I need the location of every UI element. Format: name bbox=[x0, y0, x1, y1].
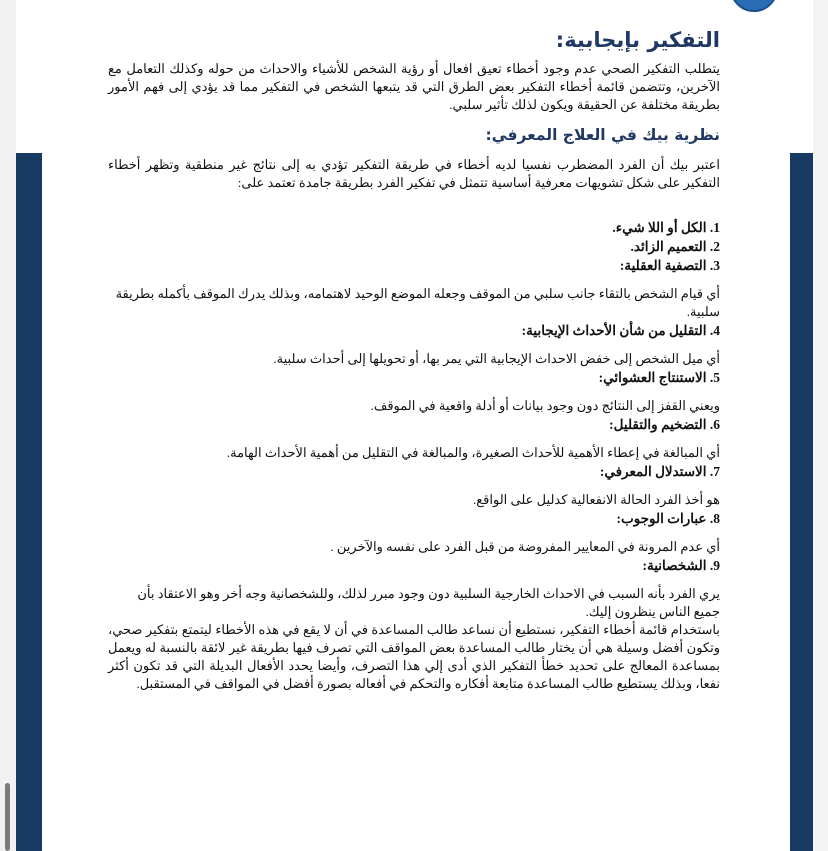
list-item-description: أي عدم المرونة في المعايير المفروضة من قبل الفرد على نفسه والآخرين . bbox=[330, 539, 720, 554]
left-border-band bbox=[16, 153, 42, 851]
list-item-title: 1. الكل أو اللا شيء. bbox=[612, 220, 720, 235]
section-heading: نظرية بيك في العلاج المعرفي: bbox=[485, 126, 720, 144]
list-item-description: أي ميل الشخص إلى خفض الاحداث الإيجابية التي يمر بها، أو تحويلها إلى أحداث سلبية. bbox=[273, 351, 720, 366]
scrollbar-thumb[interactable] bbox=[5, 783, 10, 851]
right-gutter bbox=[813, 0, 828, 851]
list-item-description: أي المبالغة في إعطاء الأهمية للأحداث الصغيرة، والمبالغة في التقليل من أهمية الأحداث الهامة. bbox=[226, 445, 720, 460]
list-item-title: 8. عبارات الوجوب: bbox=[616, 511, 720, 526]
list-item-title: 2. التعميم الزائد. bbox=[630, 239, 720, 254]
distortions-list bbox=[108, 218, 720, 621]
document-body bbox=[108, 26, 720, 693]
list-item-description: هو أخذ الفرد الحالة الانفعالية كدليل على الواقع. bbox=[473, 492, 720, 507]
right-border-band bbox=[790, 153, 813, 851]
conclusion-paragraph: باستخدام قائمة أخطاء التفكير، نستطيع أن نساعد طالب المساعدة في أن لا يقع في هذه الأخطاء ليتمتع بتفكير صحي، وتكون أفضل وسيلة هي أن يختار طالب المساعدة بعض المواقف التي تصرف فيها بطريقة غير لائقة بالنسبة له ويعمل بمساعدة المعالج على تحديد خطأ التفكير الذي أدى إلي هذا التصرف، وأيضا يحدد الأفعال البديلة التي قد تكون أكثر نفعا، وبذلك يستطيع طالب المساعدة متابعة أفكاره والتحكم في أفعاله بصورة أفضل في المواقف في المستقبل. bbox=[108, 622, 720, 691]
logo-icon bbox=[730, 0, 778, 12]
list-item-description: ويعني القفز إلى النتائج دون وجود بيانات أو أدلة واقعية في الموقف. bbox=[370, 398, 720, 413]
list-item-description: يري الفرد بأنه السبب في الاحداث الخارجية السلبية دون وجود مبرر لذلك، وللشخصانية وجه أخر وهو الاعتقاد بأن جميع الناس ينظرون إليك. bbox=[137, 586, 720, 619]
theory-paragraph: اعتبر بيك أن الفرد المضطرب نفسيا لديه أخطاء في طريقة التفكير تؤدي به إلى نتائج غير منطقية وتظهر أخطاء التفكير على شكل تشويهات معرفية أساسية تتمثل في تفكير الفرد بطريقة جامدة تعتمد على: bbox=[108, 157, 720, 190]
page-title: التفكير بإيجابية: bbox=[555, 28, 720, 52]
list-item-title: 6. التضخيم والتقليل: bbox=[609, 417, 720, 432]
list-item-title: 5. الاستنتاج العشوائي: bbox=[598, 370, 720, 385]
list-item-title: 7. الاستدلال المعرفي: bbox=[599, 464, 720, 479]
list-item-description: أي قيام الشخص بالتقاء جانب سلبي من الموقف وجعله الموضع الوحيد لاهتمامه، وبذلك يدرك الموقف بأكمله بطريقة سلبية. bbox=[115, 286, 720, 319]
list-item-title: 3. التصفية العقلية: bbox=[619, 258, 720, 273]
left-gutter bbox=[0, 0, 16, 851]
intro-paragraph: يتطلب التفكير الصحي عدم وجود أخطاء تعيق افعال أو رؤية الشخص للأشياء والاحداث من حوله وكذلك التعامل مع الآخرين، وتتضمن قائمة أخطاء التفكير بعض الطرق التي قد يتبعها الشخص في التفكير مما قد يؤدي إلى فهم الأمور بطريقة مختلفة عن الحقيقة ويكون لذلك تأثير سلبي. bbox=[108, 61, 720, 112]
list-item-title: 4. التقليل من شأن الأحداث الإيجابية: bbox=[521, 323, 720, 338]
list-item-title: 9. الشخصانية: bbox=[642, 558, 720, 573]
